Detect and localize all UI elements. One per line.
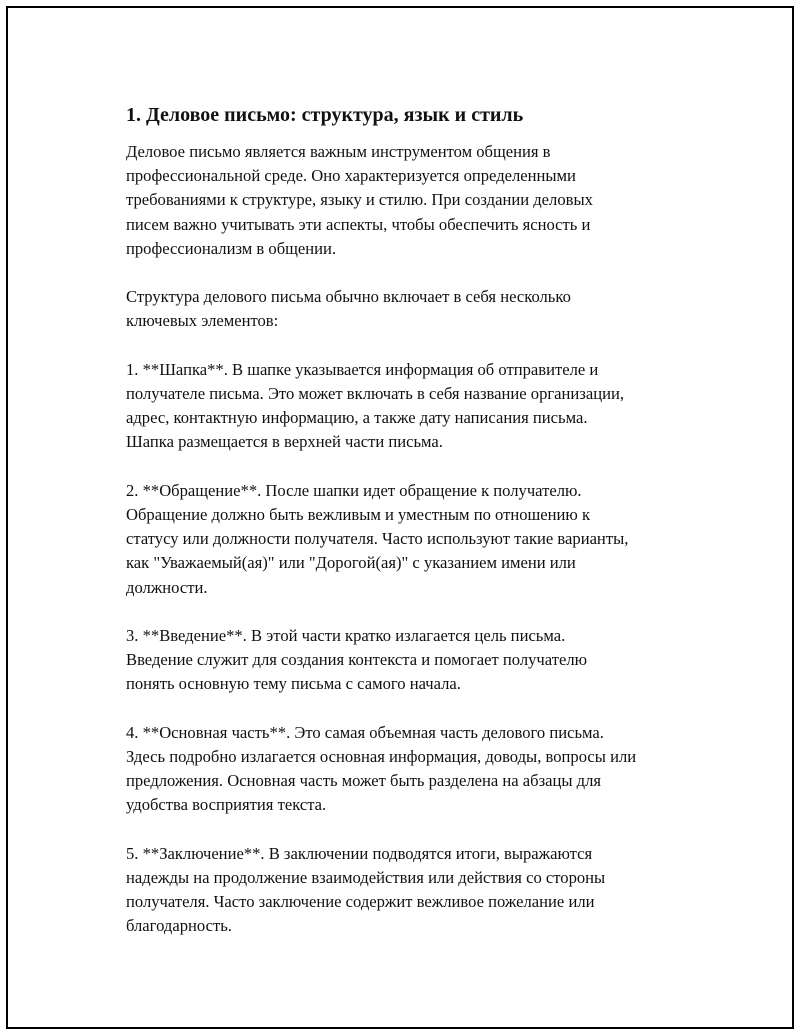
document-heading: 1. Деловое письмо: структура, язык и стиль <box>126 104 524 126</box>
text-line: получателя. Часто заключение содержит вежливое пожелание или <box>126 892 595 912</box>
text-line: получателе письма. Это может включать в себя название организации, <box>126 384 625 403</box>
text-line: ключевых элементов: <box>126 311 279 331</box>
text-line: должности. <box>126 577 208 597</box>
text-line: как "Уважаемый(ая)" или "Дорогой(ая)" с указанием имени или <box>126 553 576 573</box>
text-line: требованиями к структуре, языку и стилю. При создании деловых <box>126 190 593 210</box>
text-line: благодарность. <box>126 916 232 936</box>
text-line: адрес, контактную информацию, а также дату написания письма. <box>126 408 588 428</box>
paragraph-introduction-item <box>126 624 706 697</box>
text-line: предложения. Основная часть может быть разделена на абзацы для <box>126 771 602 791</box>
paragraph-salutation-item <box>126 479 706 600</box>
text-line: удобства восприятия текста. <box>126 795 327 815</box>
text-line: Введение служит для создания контекста и помогает получателю <box>126 650 588 670</box>
text-line: статусу или должности получателя. Часто используют такие варианты, <box>126 529 629 549</box>
text-line: Структура делового письма обычно включает в себя несколько <box>126 287 571 307</box>
text-line: Шапка размещается в верхней части письма. <box>126 432 443 452</box>
text-line: 2. **Обращение**. После шапки идет обращение к получателю. <box>126 480 582 500</box>
text-line: 1. **Шапка**. В шапке указывается информация об отправителе и <box>126 359 599 379</box>
text-line: Здесь подробно излагается основная информация, доводы, вопросы или <box>126 747 637 766</box>
page-frame <box>6 6 794 1029</box>
text-line: понять основную тему письма с самого начала. <box>126 674 461 694</box>
text-line: Деловое письмо является важным инструментом общения в <box>126 142 551 161</box>
text-line: надежды на продолжение взаимодействия или действия со стороны <box>126 868 606 887</box>
text-line: профессионализм в общении. <box>126 238 337 258</box>
text-line: писем важно учитывать эти аспекты, чтобы обеспечить ясность и <box>126 214 591 234</box>
text-line: 3. **Введение**. В этой части кратко излагается цель письма. <box>126 626 566 645</box>
text-line: 4. **Основная часть**. Это самая объемная часть делового письма. <box>126 722 604 742</box>
paragraph-structure <box>126 285 706 333</box>
paragraph-header-item <box>126 358 706 455</box>
paragraph-intro <box>126 140 706 261</box>
text-line: профессиональной среде. Оно характеризуется определенными <box>126 166 576 186</box>
text-line: Обращение должно быть вежливым и уместным по отношению к <box>126 505 591 524</box>
document-body <box>126 103 706 963</box>
text-line: 5. **Заключение**. В заключении подводятся итоги, выражаются <box>126 843 593 863</box>
paragraph-main-part-item <box>126 721 706 818</box>
paragraph-conclusion-item <box>126 842 706 939</box>
